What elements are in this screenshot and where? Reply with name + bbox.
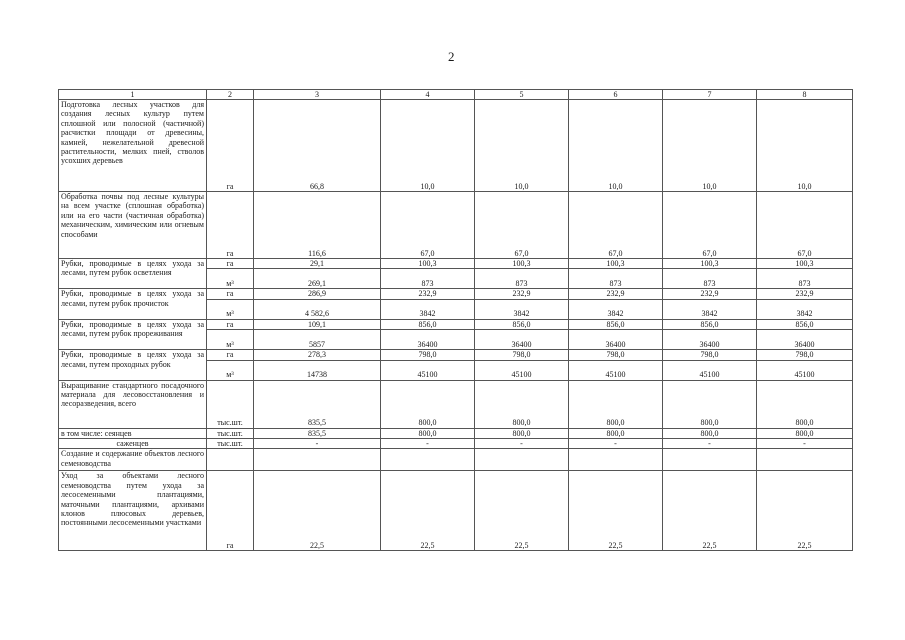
row-unit-cell: тыс.шт. — [207, 380, 254, 428]
row-value-cell: 800,0 — [757, 380, 853, 428]
table-header-row — [59, 90, 853, 100]
row-value-cell: 45100 — [757, 360, 853, 380]
row-value-cell: - — [475, 439, 569, 449]
row-unit-cell: га — [207, 259, 254, 269]
row-value-cell: 100,3 — [569, 259, 663, 269]
row-value-cell: 800,0 — [475, 380, 569, 428]
row-value-cell: 798,0 — [663, 350, 757, 360]
row-value-cell: 856,0 — [475, 319, 569, 329]
row-value-cell: 873 — [381, 269, 475, 289]
header-cell: 5 — [475, 90, 569, 100]
row-value-cell: 800,0 — [569, 428, 663, 438]
row-unit-cell: м³ — [207, 269, 254, 289]
row-value-cell: 67,0 — [381, 192, 475, 259]
row-name-cell: Обработка почвы под лесные культуры на всем участке (сплошная обработка) или на его части (частичная обработка) механическим, химическим или огневым способами — [59, 192, 207, 259]
row-value-cell: 269,1 — [254, 269, 381, 289]
row-value-cell: 10,0 — [757, 100, 853, 192]
row-value-cell: - — [663, 439, 757, 449]
row-value-cell: 14738 — [254, 360, 381, 380]
row-value-cell: 856,0 — [569, 319, 663, 329]
row-value-cell: 22,5 — [381, 471, 475, 551]
row-value-cell: 10,0 — [475, 100, 569, 192]
row-value-cell — [381, 449, 475, 471]
row-value-cell: 22,5 — [569, 471, 663, 551]
table-row — [59, 319, 853, 329]
row-value-cell: 22,5 — [475, 471, 569, 551]
row-name-cell: Рубки, проводимые в целях ухода за лесами, путем рубок осветления — [59, 259, 207, 289]
row-value-cell: 3842 — [757, 299, 853, 319]
row-value-cell: 800,0 — [663, 428, 757, 438]
table-row — [59, 439, 853, 449]
row-value-cell — [757, 449, 853, 471]
header-cell: 6 — [569, 90, 663, 100]
table-row — [59, 289, 853, 299]
row-value-cell: 835,5 — [254, 380, 381, 428]
page-number: 2 — [448, 49, 455, 64]
row-value-cell: 856,0 — [381, 319, 475, 329]
row-value-cell: 66,8 — [254, 100, 381, 192]
row-value-cell — [569, 449, 663, 471]
row-value-cell: 3842 — [381, 299, 475, 319]
row-name-cell: Рубки, проводимые в целях ухода за лесами, путем рубок прореживания — [59, 319, 207, 349]
row-value-cell: 36400 — [569, 330, 663, 350]
row-unit-cell: тыс.шт. — [207, 428, 254, 438]
row-value-cell: 45100 — [569, 360, 663, 380]
row-value-cell: 100,3 — [757, 259, 853, 269]
row-value-cell: 873 — [475, 269, 569, 289]
row-unit-cell: га — [207, 319, 254, 329]
row-value-cell: 873 — [757, 269, 853, 289]
row-value-cell: 873 — [663, 269, 757, 289]
row-unit-cell: м³ — [207, 299, 254, 319]
row-value-cell: 800,0 — [381, 380, 475, 428]
row-value-cell: 232,9 — [569, 289, 663, 299]
row-value-cell: 67,0 — [475, 192, 569, 259]
row-name-cell: Рубки, проводимые в целях ухода за лесами, путем рубок прочисток — [59, 289, 207, 319]
row-unit-cell: га — [207, 192, 254, 259]
row-value-cell — [475, 449, 569, 471]
row-unit-cell: м³ — [207, 330, 254, 350]
row-name-cell: Подготовка лесных участков для создания лесных культур путем сплошной или полосной (частичной) расчистки площади от древесины, камней, нежелательной древесной растительности, мелких пней, стволов усохших деревьев — [59, 100, 207, 192]
row-unit-cell — [207, 449, 254, 471]
row-value-cell: 67,0 — [569, 192, 663, 259]
header-cell: 8 — [757, 90, 853, 100]
row-value-cell: 856,0 — [757, 319, 853, 329]
row-value-cell: 116,6 — [254, 192, 381, 259]
row-unit-cell: га — [207, 289, 254, 299]
row-value-cell: 67,0 — [757, 192, 853, 259]
row-value-cell: 3842 — [475, 299, 569, 319]
forestry-measures-table — [58, 89, 853, 551]
table-row — [59, 471, 853, 551]
row-value-cell — [254, 449, 381, 471]
table-row — [59, 100, 853, 192]
row-value-cell: 800,0 — [475, 428, 569, 438]
row-value-cell — [663, 449, 757, 471]
row-value-cell: 36400 — [757, 330, 853, 350]
row-unit-cell: га — [207, 471, 254, 551]
row-unit-cell: га — [207, 100, 254, 192]
row-value-cell: 36400 — [475, 330, 569, 350]
row-value-cell: 835,5 — [254, 428, 381, 438]
row-name-cell: Выращивание стандартного посадочного материала для лесовосстановления и лесоразведения, всего — [59, 380, 207, 428]
row-name-cell: в том числе: сеянцев — [59, 428, 207, 438]
row-unit-cell: га — [207, 350, 254, 360]
row-value-cell: 45100 — [663, 360, 757, 380]
row-value-cell: 232,9 — [475, 289, 569, 299]
row-name-cell: саженцев — [59, 439, 207, 449]
table-row — [59, 428, 853, 438]
row-value-cell: 36400 — [663, 330, 757, 350]
row-value-cell: 286,9 — [254, 289, 381, 299]
row-value-cell: 10,0 — [569, 100, 663, 192]
row-value-cell: 10,0 — [663, 100, 757, 192]
row-value-cell: 45100 — [475, 360, 569, 380]
header-cell: 2 — [207, 90, 254, 100]
header-cell: 7 — [663, 90, 757, 100]
row-value-cell: 232,9 — [757, 289, 853, 299]
row-value-cell: - — [254, 439, 381, 449]
row-value-cell: 3842 — [663, 299, 757, 319]
row-value-cell: - — [569, 439, 663, 449]
table-row — [59, 350, 853, 360]
row-value-cell: 109,1 — [254, 319, 381, 329]
table-row — [59, 380, 853, 428]
row-value-cell: 67,0 — [663, 192, 757, 259]
row-value-cell: 22,5 — [254, 471, 381, 551]
row-name-cell: Уход за объектами лесного семеноводства путем ухода за лесосеменными плантациями, маточными плантациями, архивами клонов плюсовых деревьев, постоянными лесосеменными участками — [59, 471, 207, 551]
row-value-cell: 100,3 — [381, 259, 475, 269]
row-value-cell: 856,0 — [663, 319, 757, 329]
table-row — [59, 192, 853, 259]
row-value-cell: 800,0 — [381, 428, 475, 438]
table-row — [59, 449, 853, 471]
row-value-cell: - — [381, 439, 475, 449]
header-cell: 3 — [254, 90, 381, 100]
row-value-cell: 45100 — [381, 360, 475, 380]
row-name-cell: Создание и содержание объектов лесного семеноводства — [59, 449, 207, 471]
row-value-cell: 22,5 — [663, 471, 757, 551]
row-value-cell: 10,0 — [381, 100, 475, 192]
row-value-cell: 100,3 — [663, 259, 757, 269]
table-row — [59, 259, 853, 269]
row-value-cell: 798,0 — [569, 350, 663, 360]
row-value-cell: 22,5 — [757, 471, 853, 551]
row-value-cell: 278,3 — [254, 350, 381, 360]
row-value-cell: 800,0 — [569, 380, 663, 428]
header-cell: 1 — [59, 90, 207, 100]
row-value-cell: 3842 — [569, 299, 663, 319]
row-value-cell: 29,1 — [254, 259, 381, 269]
row-unit-cell: м³ — [207, 360, 254, 380]
row-value-cell: 798,0 — [475, 350, 569, 360]
row-value-cell: 36400 — [381, 330, 475, 350]
row-unit-cell: тыс.шт. — [207, 439, 254, 449]
row-value-cell: - — [757, 439, 853, 449]
row-value-cell: 798,0 — [757, 350, 853, 360]
row-value-cell: 873 — [569, 269, 663, 289]
row-value-cell: 4 582,6 — [254, 299, 381, 319]
row-value-cell: 232,9 — [381, 289, 475, 299]
row-name-cell: Рубки, проводимые в целях ухода за лесами, путем проходных рубок — [59, 350, 207, 380]
row-value-cell: 232,9 — [663, 289, 757, 299]
header-cell: 4 — [381, 90, 475, 100]
row-value-cell: 800,0 — [663, 380, 757, 428]
row-value-cell: 100,3 — [475, 259, 569, 269]
row-value-cell: 798,0 — [381, 350, 475, 360]
row-value-cell: 5857 — [254, 330, 381, 350]
row-value-cell: 800,0 — [757, 428, 853, 438]
